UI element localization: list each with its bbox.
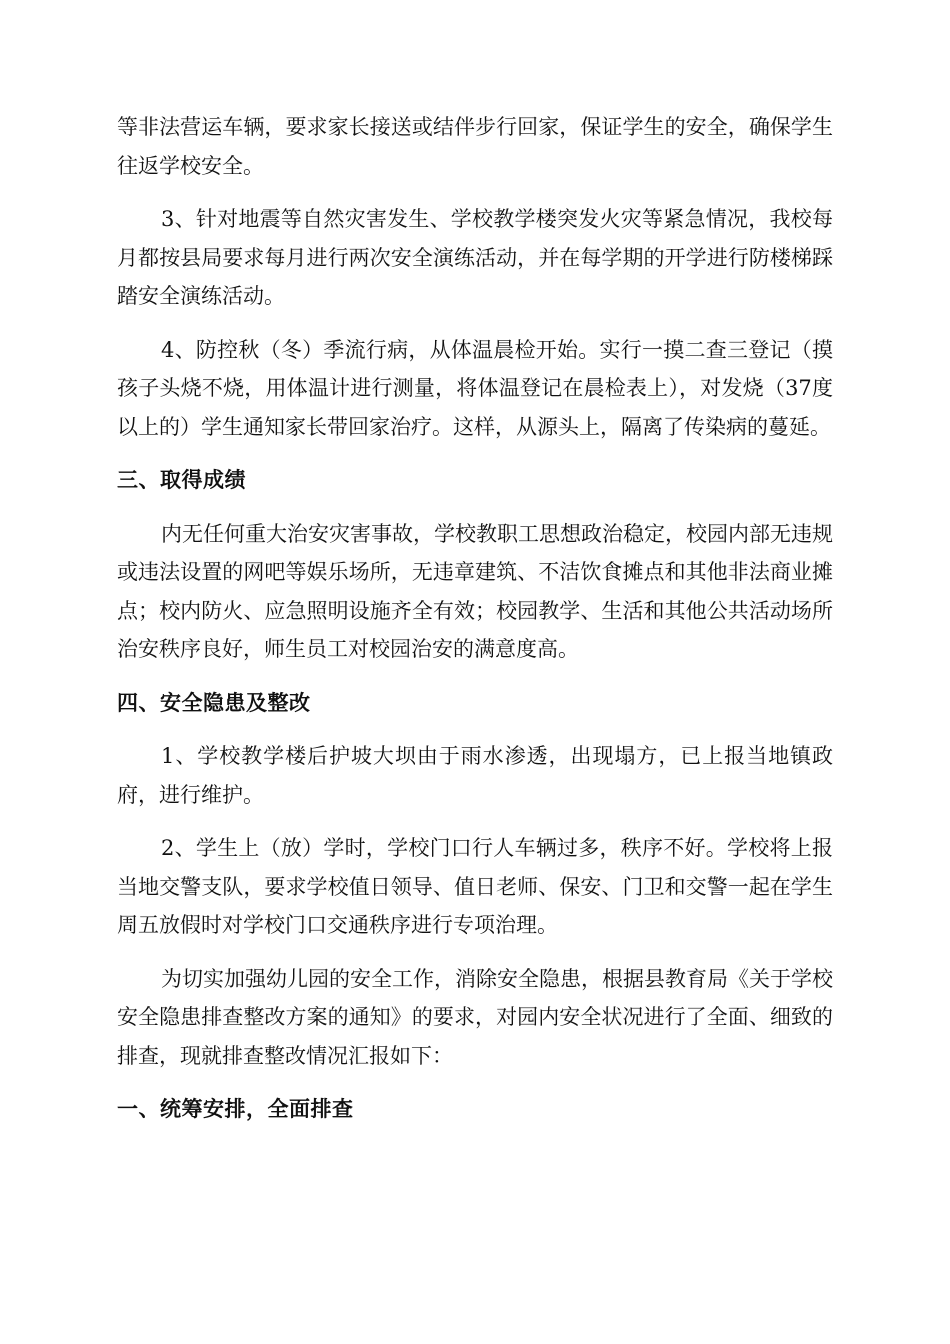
paragraph-continuation: 等非法营运车辆，要求家长接送或结伴步行回家，保证学生的安全，确保学生往返学校安全。	[117, 115, 833, 178]
section-heading-hazards: 四、安全隐患及整改	[117, 690, 311, 715]
paragraph-hazard-2: 2、学生上（放）学时，学校门口行人车辆过多，秩序不好。学校将上报当地交警支队，要求学校值日领导、值日老师、保安、门卫和交警一起在学生周五放假时对学校门口交通秩序进行专项治理。	[117, 836, 833, 937]
section-heading-overall-plan: 一、统筹安排，全面排查	[117, 1097, 354, 1121]
paragraph-achievements: 内无任何重大治安灾害事故，学校教职工思想政治稳定，校园内部无违规或违法设置的网吧等娱乐场所，无违章建筑、不洁饮食摊点和其他非法商业摊点；校内防火、应急照明设施齐全有效；校园教学、生活和其他公共活动场所治安秩序良好，师生员工对校园治安的满意度高。	[117, 521, 833, 661]
paragraph-item-3: 3、针对地震等自然灾害发生、学校教学楼突发火灾等紧急情况，我校每月都按县局要求每月进行两次安全演练活动，并在每学期的开学进行防楼梯踩踏安全演练活动。	[117, 207, 833, 308]
section-heading-achievements: 三、取得成绩	[117, 468, 246, 492]
document-body	[117, 108, 833, 1144]
paragraph-intro: 为切实加强幼儿园的安全工作，消除安全隐患，根据县教育局《关于学校安全隐患排查整改方案的通知》的要求，对园内安全状况进行了全面、细致的排查，现就排查整改情况汇报如下：	[117, 966, 833, 1068]
paragraph-item-4: 4、防控秋（冬）季流行病，从体温晨检开始。实行一摸二查三登记（摸孩子头烧不烧，用体温计进行测量，将体温登记在晨检表上），对发烧（37度以上的）学生通知家长带回家治疗。这样，从源头上，隔离了传染病的蔓延。	[117, 337, 833, 439]
paragraph-hazard-1: 1、学校教学楼后护坡大坝由于雨水渗透，出现塌方，已上报当地镇政府，进行维护。	[117, 744, 833, 807]
